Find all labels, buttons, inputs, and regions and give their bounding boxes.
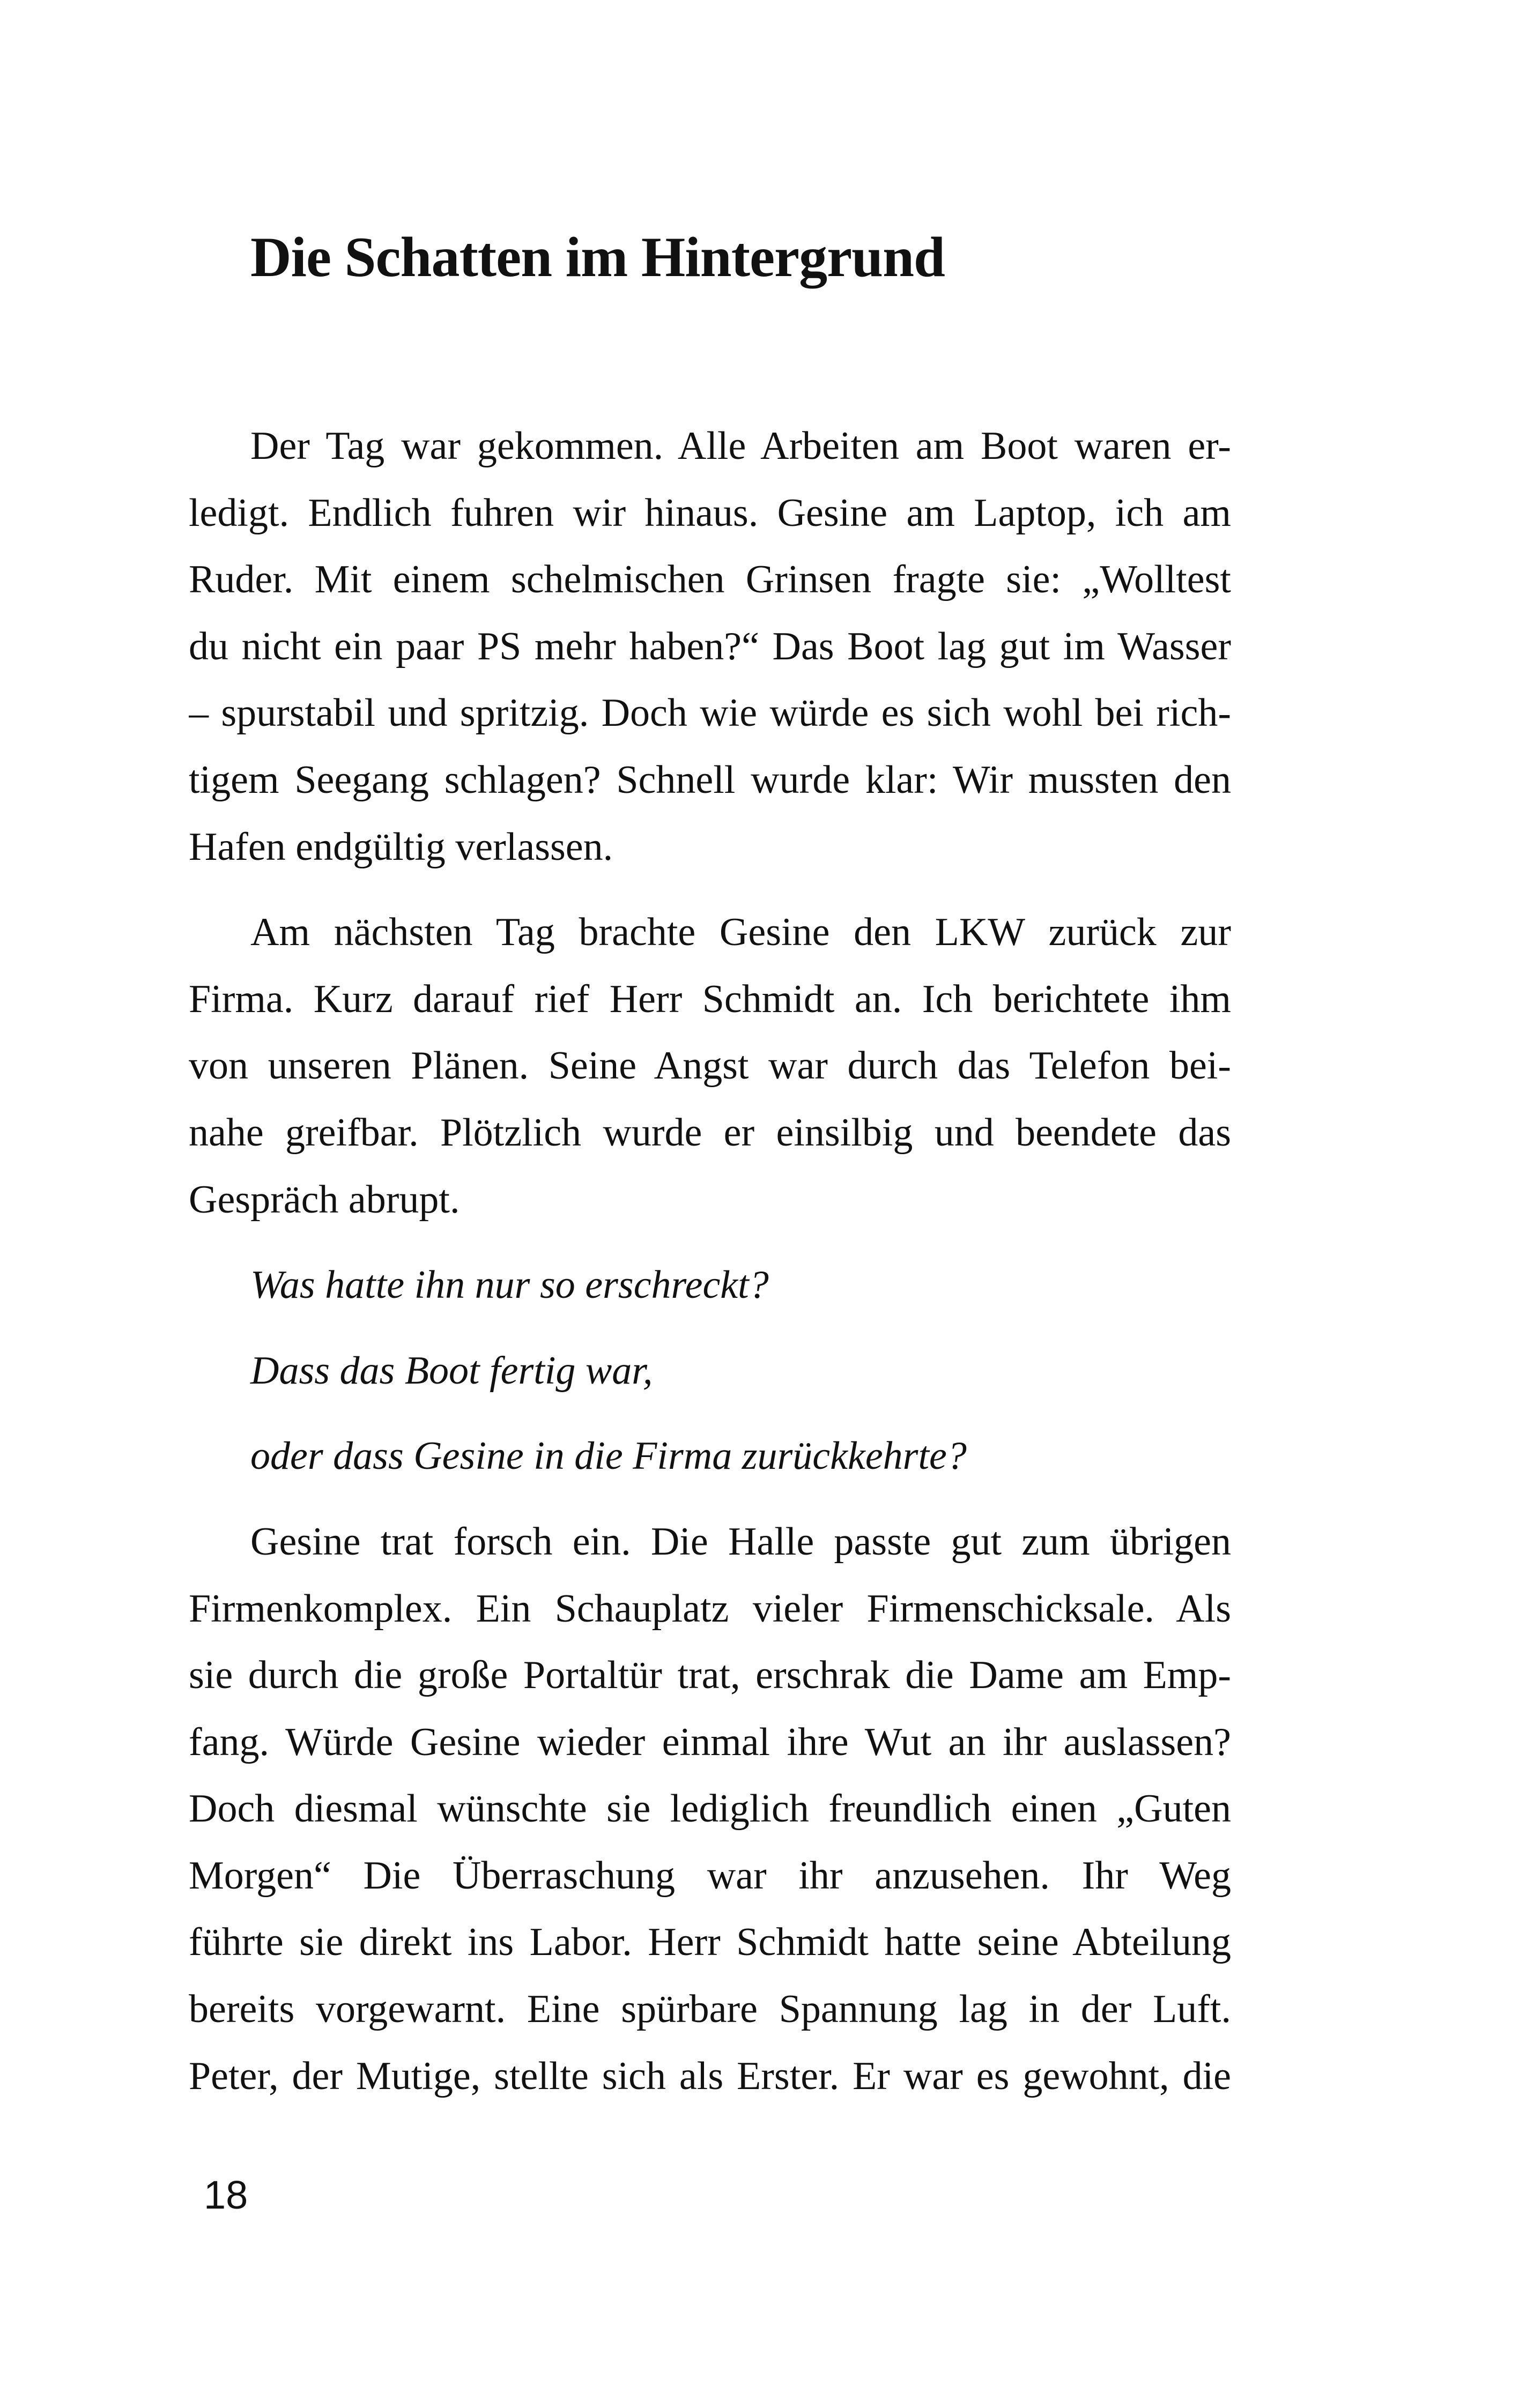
paragraph-line: ledigt. Endlich fuhren wir hinaus. Gesine am Laptop, ich am [189,490,1231,535]
paragraph-line: Hafen endgültig verlassen. [189,824,613,869]
paragraph-line: bereits vorgewarnt. Eine spürbare Spannung lag in der Luft. [189,1987,1231,2032]
paragraph-3 [189,1508,1231,2109]
paragraph-2 [189,899,1231,1233]
paragraph-line: fang. Würde Gesine wieder einmal ihre Wut an ihr auslassen? [189,1720,1231,1764]
paragraph-line: führte sie direkt ins Labor. Herr Schmidt hatte seine Abteilung [189,1920,1231,1965]
paragraph-line: Am nächsten Tag brachte Gesine den LKW zurück zur [250,910,1231,955]
verse-line: Dass das Boot fertig war, [250,1348,653,1393]
paragraph-line: Der Tag war gekommen. Alle Arbeiten am Boot waren er- [250,424,1231,468]
body-text [189,413,1231,2109]
paragraph-line: – spurstabil und spritzig. Doch wie würde es sich wohl bei rich- [189,691,1231,735]
paragraph-line: Gespräch abrupt. [189,1177,460,1222]
paragraph-line: du nicht ein paar PS mehr haben?“ Das Boot lag gut im Wasser [189,624,1231,668]
verse-line: Was hatte ihn nur so erschreckt? [250,1263,769,1307]
paragraph-line: Doch diesmal wünschte sie lediglich freundlich einen „Guten [189,1787,1231,1831]
paragraph-line: Firma. Kurz darauf rief Herr Schmidt an. Ich berichtete ihm [189,977,1231,1021]
page-number: 18 [204,2173,248,2217]
paragraph-1 [189,413,1231,880]
paragraph-line: Gesine trat forsch ein. Die Halle passte gut zum übrigen [250,1519,1231,1564]
paragraph-line: nahe greifbar. Plötzlich wurde er einsilbig und beendete das [189,1110,1231,1155]
paragraph-line: Ruder. Mit einem schelmischen Grinsen fragte sie: „Wolltest [189,558,1231,602]
paragraph-line: tigem Seegang schlagen? Schnell wurde klar: Wir mussten den [189,757,1231,802]
verse-line: oder dass Gesine in die Firma zurückkehrte? [250,1434,967,1478]
paragraph-line: Peter, der Mutige, stellte sich als Erster. Er war es gewohnt, die [189,2054,1231,2098]
paragraph-line: Morgen“ Die Überraschung war ihr anzusehen. Ihr Weg [189,1853,1231,1898]
paragraph-line: von unseren Plänen. Seine Angst war durch das Telefon bei- [189,1044,1231,1088]
paragraph-line: sie durch die große Portaltür trat, erschrak die Dame am Emp- [189,1653,1231,1698]
paragraph-line: Firmenkomplex. Ein Schauplatz vieler Firmenschicksale. Als [189,1586,1231,1631]
chapter-title: Die Schatten im Hintergrund [250,226,945,288]
italic-verse [189,1252,1231,1490]
